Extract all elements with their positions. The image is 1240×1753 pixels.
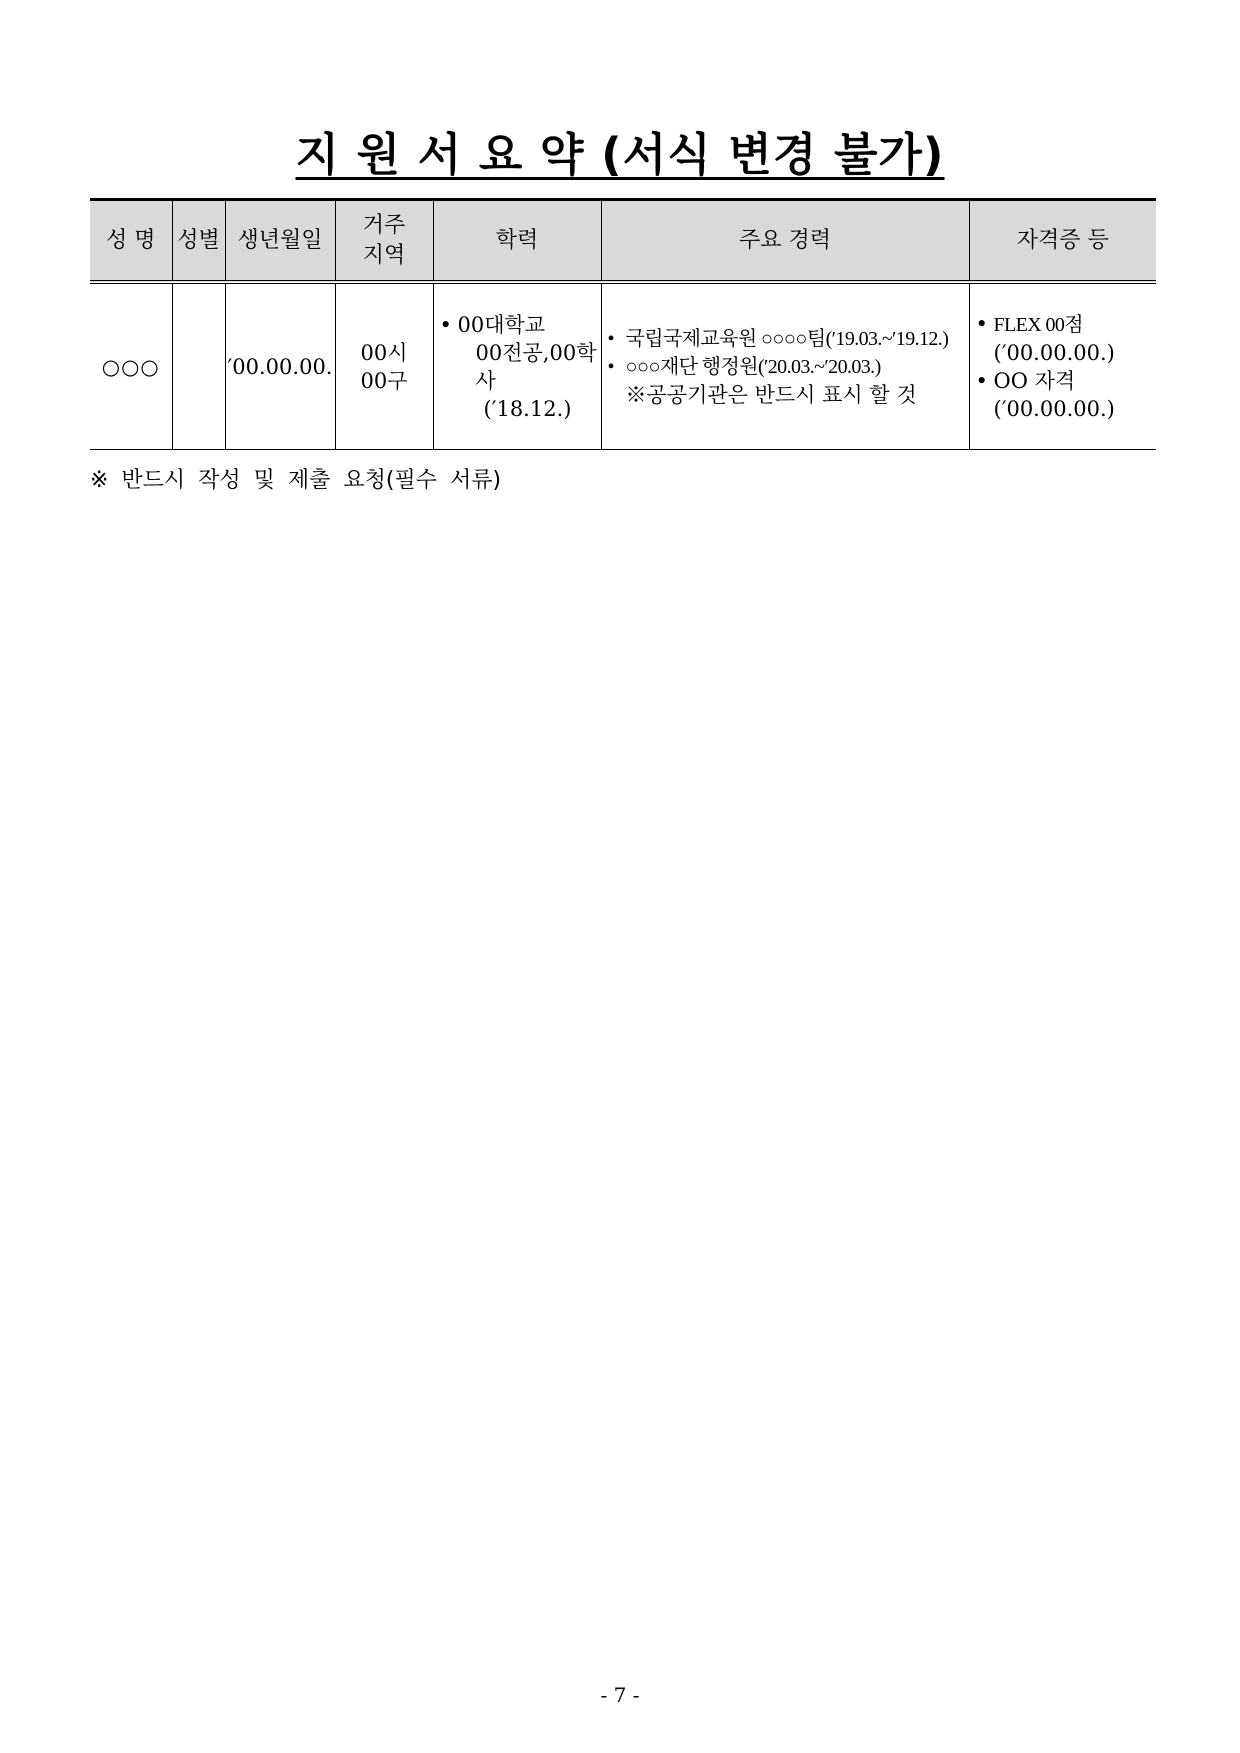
certs-list bbox=[970, 310, 1157, 423]
career-item: • 국립국제교육원 ○○○○팀(′19.03.~′19.12.) bbox=[608, 325, 969, 353]
education-item bbox=[440, 311, 601, 423]
cert-name: OO 자격 bbox=[993, 369, 1076, 393]
header-education: 학력 bbox=[433, 200, 601, 283]
cert-date: (′00.00.00.) bbox=[993, 341, 1115, 365]
cert-name: FLEX 00점 bbox=[993, 314, 1084, 336]
page-title-text: 지 원 서 요 약 (서식 변경 불가) bbox=[295, 128, 945, 181]
header-gender: 성별 bbox=[172, 200, 225, 283]
education-major: 00전공,00학사 bbox=[475, 340, 597, 393]
header-region-line2: 지역 bbox=[362, 242, 406, 268]
cell-gender[interactable] bbox=[172, 282, 225, 450]
table-row bbox=[90, 282, 1156, 450]
cell-region-city: 00시 bbox=[360, 340, 408, 365]
cell-region[interactable] bbox=[335, 282, 433, 450]
cert-item bbox=[976, 367, 1157, 423]
header-region bbox=[335, 200, 433, 283]
page-number: - 7 - bbox=[600, 1683, 640, 1707]
cert-item bbox=[976, 310, 1157, 367]
career-list bbox=[602, 325, 969, 381]
education-date: (′18.12.) bbox=[483, 396, 572, 421]
education-list bbox=[434, 311, 601, 423]
cell-certs[interactable] bbox=[969, 282, 1156, 450]
table-header-row bbox=[90, 200, 1156, 283]
header-region-line1: 거주 bbox=[362, 212, 406, 238]
education-school: 00대학교 bbox=[457, 312, 546, 337]
cell-birth[interactable]: ′00.00.00. bbox=[225, 282, 335, 450]
header-career: 주요 경력 bbox=[601, 200, 969, 283]
cell-career[interactable] bbox=[601, 282, 969, 450]
career-item: • ○○○재단 행정원(′20.03.~′20.03.) bbox=[608, 353, 969, 381]
required-note: ※ 반드시 작성 및 제출 요청(필수 서류) bbox=[90, 468, 502, 493]
application-summary-table bbox=[90, 198, 1156, 450]
header-name: 성 명 bbox=[90, 200, 172, 283]
cell-region-district: 00구 bbox=[360, 368, 408, 393]
header-birth: 생년월일 bbox=[225, 200, 335, 283]
career-remark: ※공공기관은 반드시 표시 할 것 bbox=[625, 382, 917, 407]
page-title bbox=[0, 118, 1240, 183]
cell-education[interactable] bbox=[433, 282, 601, 450]
cert-date: (′00.00.00.) bbox=[993, 397, 1115, 421]
header-certs: 자격증 등 bbox=[969, 200, 1156, 283]
cell-name[interactable]: ○○○ bbox=[90, 282, 172, 450]
